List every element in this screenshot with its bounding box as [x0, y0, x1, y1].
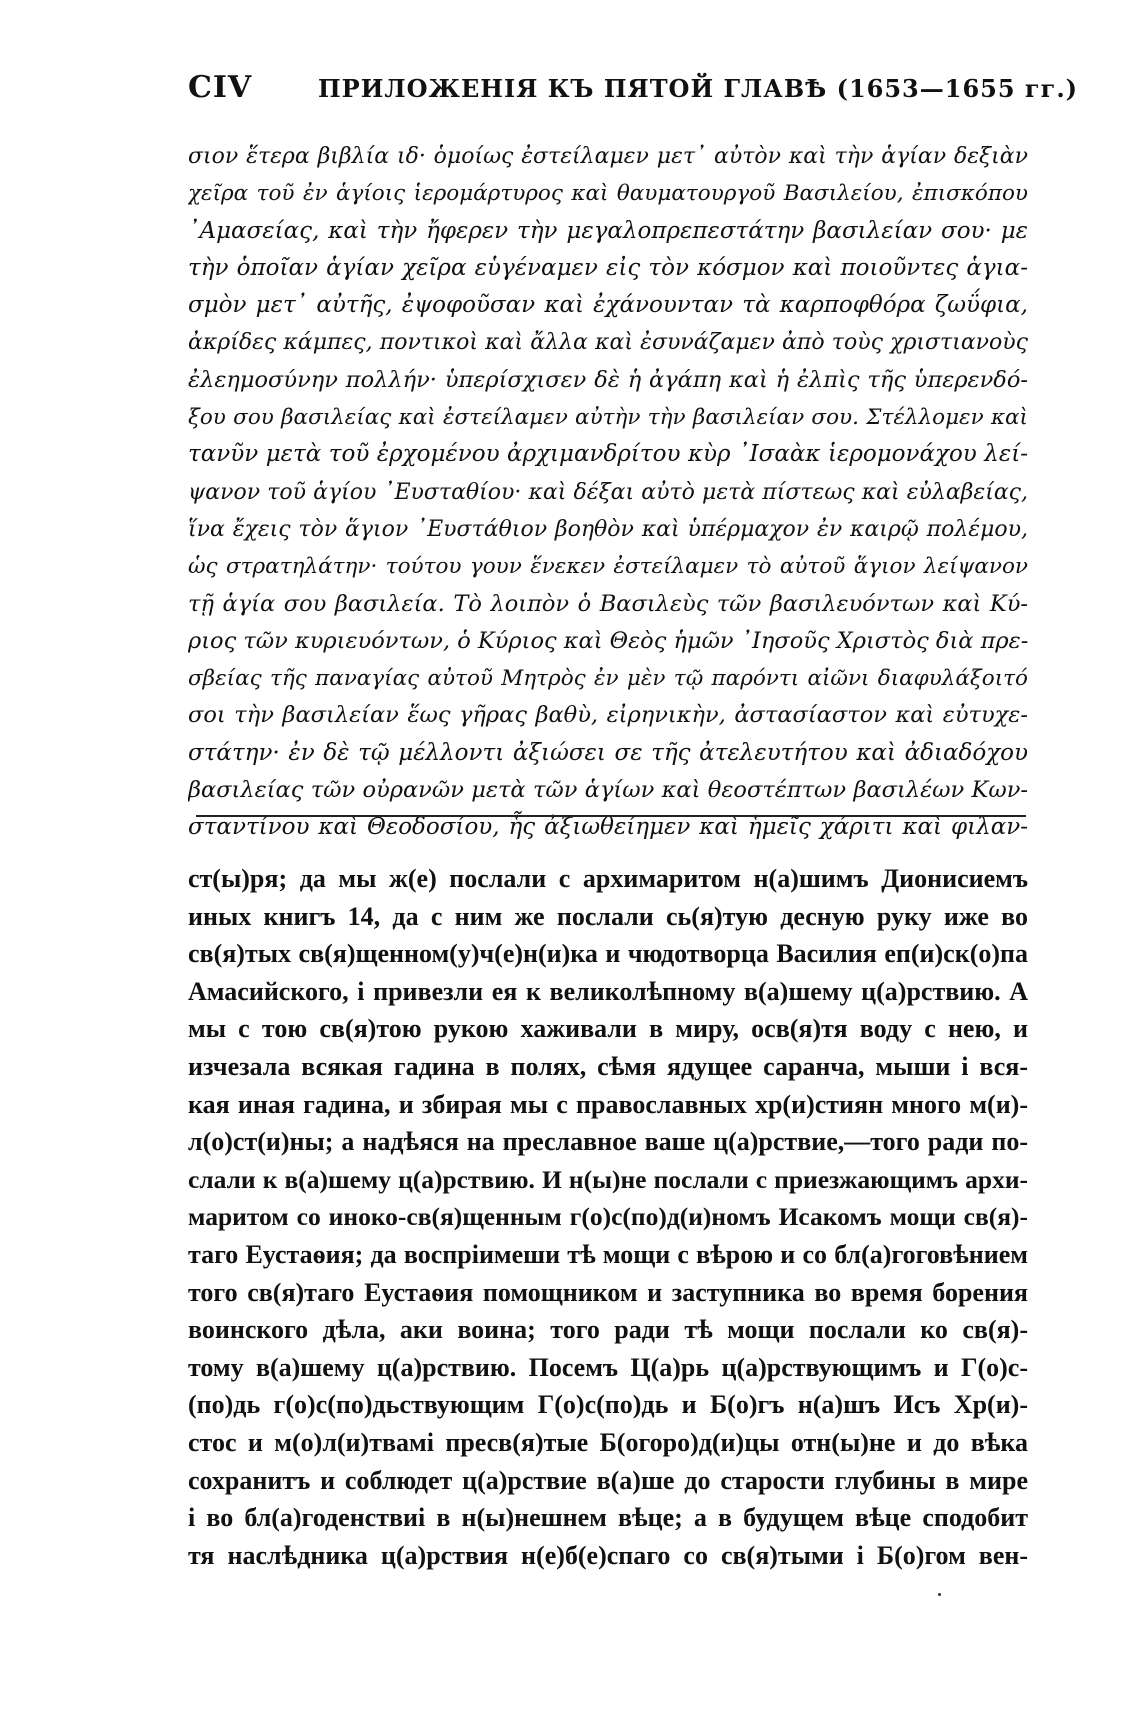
ink-speck [938, 1593, 941, 1596]
slavonic-line: иных книгъ 14, да с ним же послали сь(я)тую десную руку иже во [188, 901, 1028, 931]
greek-line: τανῦν μετὰ τοῦ ἐρχομένου ἀρχιμανδρίτου κὺρ ᾽Ισαὰκ ἱερομονάχου λεί- [188, 441, 1028, 468]
greek-line: ἐλεημοσύνην πολλήν· ὑπερίσχισεν δὲ ἡ ἀγάπη καὶ ἡ ἐλπὶς τῆς ὑπερενδό- [188, 366, 1028, 393]
greek-line: ὡς στρατηλάτην· τούτου γουν ἕνεκεν ἐστείλαμεν τὸ αὐτοῦ ἅγιον λείψανον [188, 554, 1028, 580]
greek-line: σταντίνου καὶ Θεοδοσίου, ἧς ἀξιωθείημεν καὶ ἡμεῖς χάριτι καὶ φιλαν- [188, 814, 1028, 841]
slavonic-line: воинского дѣла, аки воина; того ради тѣ мощи послали ко св(я)- [188, 1315, 1028, 1345]
greek-line: σβείας τῆς παναγίας αὐτοῦ Μητρὸς ἐν μὲν τῷ παρόντι αἰῶνι διαφυλάξοιτό [188, 666, 1028, 692]
greek-line: σοι τὴν βασιλείαν ἕως γῆρας βαθὺ, εἰρηνικὴν, ἀστασίαστον καὶ εὐτυχε- [188, 702, 1028, 729]
slavonic-text-block [188, 860, 1028, 1574]
slavonic-line: того св(я)таго Еустаѳия помощником и заступника во время борения [188, 1277, 1028, 1307]
greek-line: χεῖρα τοῦ ἐν ἁγίοις ἱερομάρτυρος καὶ θαυματουργοῦ Βασιλείου, ἐπισκόπου [188, 181, 1028, 207]
greek-line: στάτην· ἐν δὲ τῷ μέλλοντι ἀξιώσει σε τῆς ἀτελευτήτου καὶ ἀδιαδόχου [188, 739, 1028, 766]
slavonic-line: стос и м(о)л(и)твамі пресв(я)тые Б(огоро)д(и)цы отн(ы)не и до вѣка [188, 1427, 1028, 1457]
slavonic-line: Амасийского, і привезли ея к великолѣпному в(а)шему ц(а)рствию. А [188, 976, 1028, 1006]
page-header [188, 70, 1079, 110]
greek-line: ἵνα ἔχεις τὸν ἅγιον ᾽Ευστάθιον βοηθὸν καὶ ὑπέρμαχον ἐν καιρῷ πολέμου, [188, 516, 1028, 542]
greek-line: σιον ἕτερα βιβλία ιδ· ὁμοίως ἐστείλαμεν μετ᾽ αὐτὸν καὶ τὴν ἁγίαν δεξιὰν [188, 144, 1028, 169]
greek-text-block [188, 138, 1028, 847]
slavonic-line: маритом со иноко-св(я)щенным г(о)с(по)д(и)номъ Исакомъ мощи св(я)- [188, 1202, 1028, 1232]
slavonic-line: л(о)ст(и)ны; а надѣяся на преславное ваше ц(а)рствие,—того ради по- [188, 1127, 1028, 1157]
slavonic-line: тому в(а)шему ц(а)рствию. Посемъ Ц(а)рь ц(а)рствующимъ и Г(о)с- [188, 1352, 1028, 1382]
running-title: ПРИЛОЖЕНІЯ КЪ ПЯТОЙ ГЛАВѢ (1653—1655 гг.) [318, 74, 1079, 103]
page-number: CIV [188, 70, 253, 105]
slavonic-line: таго Еустаѳия; да воспріимеши тѣ мощи с вѣрою и со бл(а)гоговѣнием [188, 1239, 1028, 1269]
greek-line: τῇ ἁγία σου βασιλεία. Τὸ λοιπὸν ὁ Βασιλεὺς τῶν βασιλευόντων καὶ Κύ- [188, 590, 1028, 617]
slavonic-line: св(я)тых св(я)щенном(у)ч(е)н(и)ка и чюдотворца Василия еп(и)ск(о)па [188, 939, 1028, 969]
slavonic-line: (по)дь г(о)с(по)дьствующим Г(о)с(по)дь и Б(о)гъ н(а)шъ Исъ Хр(и)- [188, 1390, 1028, 1420]
slavonic-line: мы с тою св(я)тою рукою хаживали в миру, осв(я)тя воду с нею, и [188, 1014, 1028, 1044]
greek-line: ἀκρίδες κάμπες, ποντικοὶ καὶ ἄλλα καὶ ἐσυνάζαμεν ἀπὸ τοὺς χριστιανοὺς [188, 330, 1028, 356]
greek-line: ριος τῶν κυριευόντων, ὁ Κύριος καὶ Θεὸς ἡμῶν ᾽Ιησοῦς Χριστὸς διὰ πρε- [188, 627, 1028, 654]
slavonic-line: і во бл(а)годенствиі в н(ы)нешнем вѣце; а в будущем вѣце сподобит [188, 1503, 1028, 1533]
slavonic-line: кая иная гадина, и збирая мы с православных хр(и)стиян много м(и)- [188, 1089, 1028, 1119]
slavonic-line: сохранитъ и соблюдет ц(а)рствие в(а)ше до старости глубины в мире [188, 1465, 1028, 1495]
section-divider [196, 815, 1026, 817]
slavonic-line: тя наслѣдника ц(а)рствия н(е)б(е)спаго со св(я)тыми і Б(о)гом вен- [188, 1540, 1028, 1570]
slavonic-line: ст(ы)ря; да мы ж(е) послали с архимаритом н(а)шимъ Дионисиемъ [188, 864, 1028, 893]
slavonic-line: слали к в(а)шему ц(а)рствию. И н(ы)не послали с приезжающимъ архи- [188, 1164, 1028, 1194]
greek-line: ψανον τοῦ ἁγίου ᾽Ευσταθίου· καὶ δέξαι αὐτὸ μετὰ πίστεως καὶ εὐλαβείας, [188, 479, 1028, 505]
greek-line: βασιλείας τῶν οὐρανῶν μετὰ τῶν ἁγίων καὶ θεοστέπτων βασιλέων Κων- [188, 777, 1028, 804]
greek-line: τὴν ὁποῖαν ἁγίαν χεῖρα εὑγέναμεν εἰς τὸν κόσμον καὶ ποιοῦντες ἁγια- [188, 254, 1028, 281]
slavonic-line: изчезала всякая гадина в полях, сѣмя ядущее саранча, мыши і вся- [188, 1051, 1028, 1081]
greek-line: ξου σου βασιλείας καὶ ἐστείλαμεν αὐτὴν τὴν βασιλείαν σου. Στέλλομεν καὶ [188, 405, 1028, 431]
greek-line: σμὸν μετ᾽ αὐτῆς, ἐψοφοῦσαν καὶ ἐχάνουνταν τὰ καρποφθόρα ζωΰφια, [188, 292, 1028, 319]
greek-line: ᾽Αμασείας, καὶ τὴν ἤφερεν τὴν μεγαλοπρεπεστάτην βασιλείαν σου· με [188, 217, 1028, 244]
